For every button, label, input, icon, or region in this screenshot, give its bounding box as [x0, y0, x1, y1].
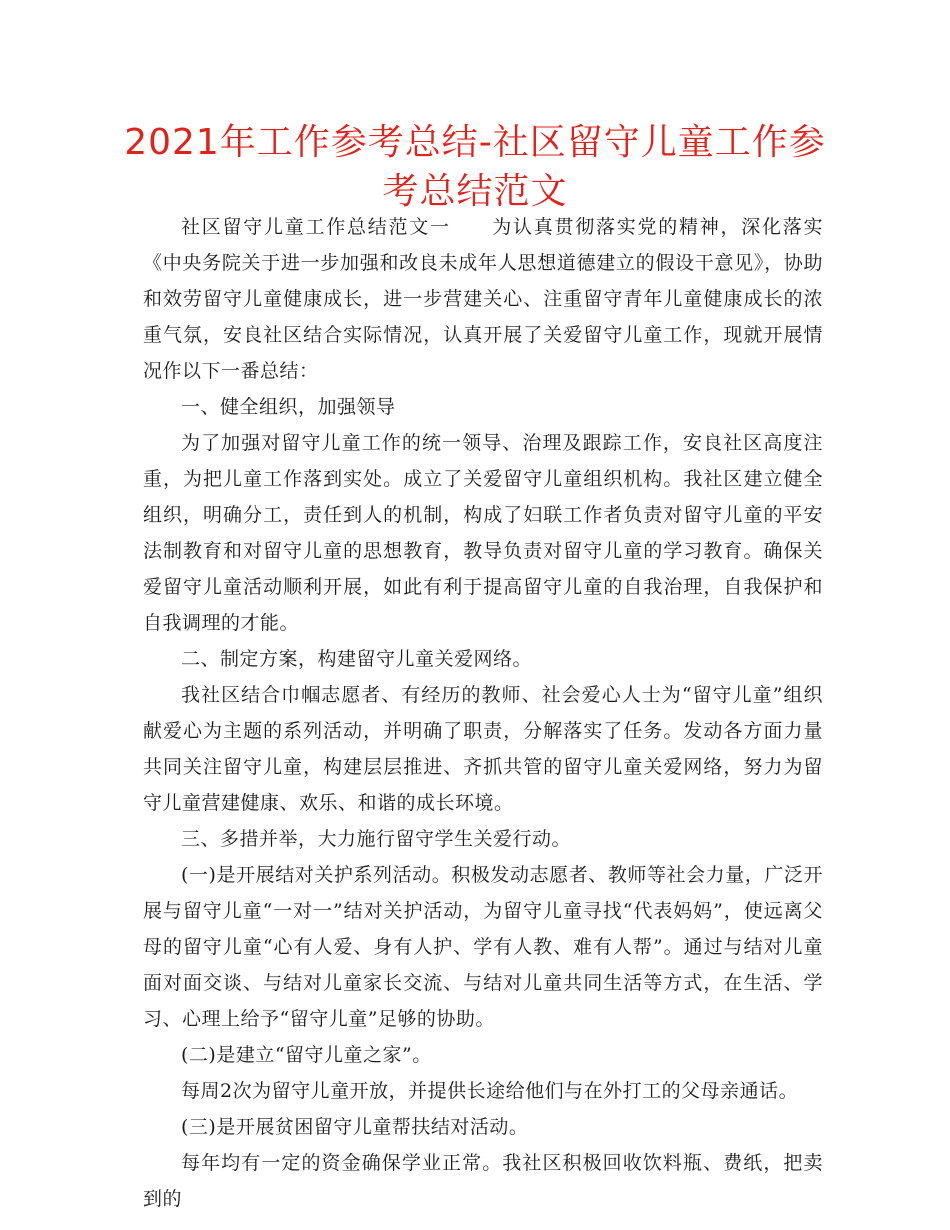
section-heading: 一、健全组织，加强领导	[181, 396, 396, 418]
paragraph: 为了加强对留守儿童工作的统一领导、治理及跟踪工作，安良社区高度注重，为把儿童工作落到实处。成立了关爱留守儿童组织机构。我社区建立健全组织，明确分工，责任到人的机制，构成了妇联工作者负责对留守儿童的平安法制教育和对留守儿童的思想教育，教导负责对留守儿童的学习教育。确保关爱留守儿童活动顺利开展，如此有利于提高留守儿童的自我治理，自我保护和自我调理的才能。	[143, 432, 823, 634]
document-title: 2021年工作参考总结-社区留守儿童工作参考总结范文	[124, 122, 826, 212]
section-heading: 三、多措并举，大力施行留守学生关爱行动。	[181, 828, 572, 850]
paragraph: (一)是开展结对关护系列活动。积极发动志愿者、教师等社会力量，广泛开展与留守儿童“一对一”结对关护活动，为留守儿童寻找“代表妈妈”，使远离父母的留守儿童“心有人爱、身有人护、学有人教、难有人帮”。通过与结对儿童面对面交谈、与结对儿童家长交流、与结对儿童共同生活等方式，在生活、学习、心理上给予“留守儿童”足够的协助。	[143, 864, 823, 1030]
subsection-heading: (二)是建立“留守儿童之家”。	[181, 1044, 432, 1066]
subsection-heading: (三)是开展贫困留守儿童帮扶结对活动。	[181, 1116, 529, 1138]
section-heading: 二、制定方案，构建留守儿童关爱网络。	[181, 648, 533, 670]
paragraph: 每年均有一定的资金确保学业正常。我社区积极回收饮料瓶、费纸，把卖到的	[143, 1152, 823, 1210]
paragraph: 我社区结合巾帼志愿者、有经历的教师、社会爱心人士为“留守儿童”组织献爱心为主题的系列活动，并明确了职责，分解落实了任务。发动各方面力量共同关注留守儿童，构建层层推进、齐抓共管的留守儿童关爱网络，努力为留守儿童营建健康、欢乐、和谐的成长环境。	[143, 684, 823, 814]
paragraph: 每周2次为留守儿童开放，并提供长途给他们与在外打工的父母亲通话。	[181, 1080, 799, 1102]
paragraph: 社区留守儿童工作总结范文一 为认真贯彻落实党的精神，深化落实《中央务院关于进一步加强和改良未成年人思想道德建立的假设干意见》，协助和效劳留守儿童健康成长，进一步营建关心、注重留守青年儿童健康成长的浓重气氛，安良社区结合实际情况，认真开展了关爱留守儿童工作，现就开展情况作以下一番总结：	[143, 216, 823, 382]
document-body	[143, 209, 823, 1217]
